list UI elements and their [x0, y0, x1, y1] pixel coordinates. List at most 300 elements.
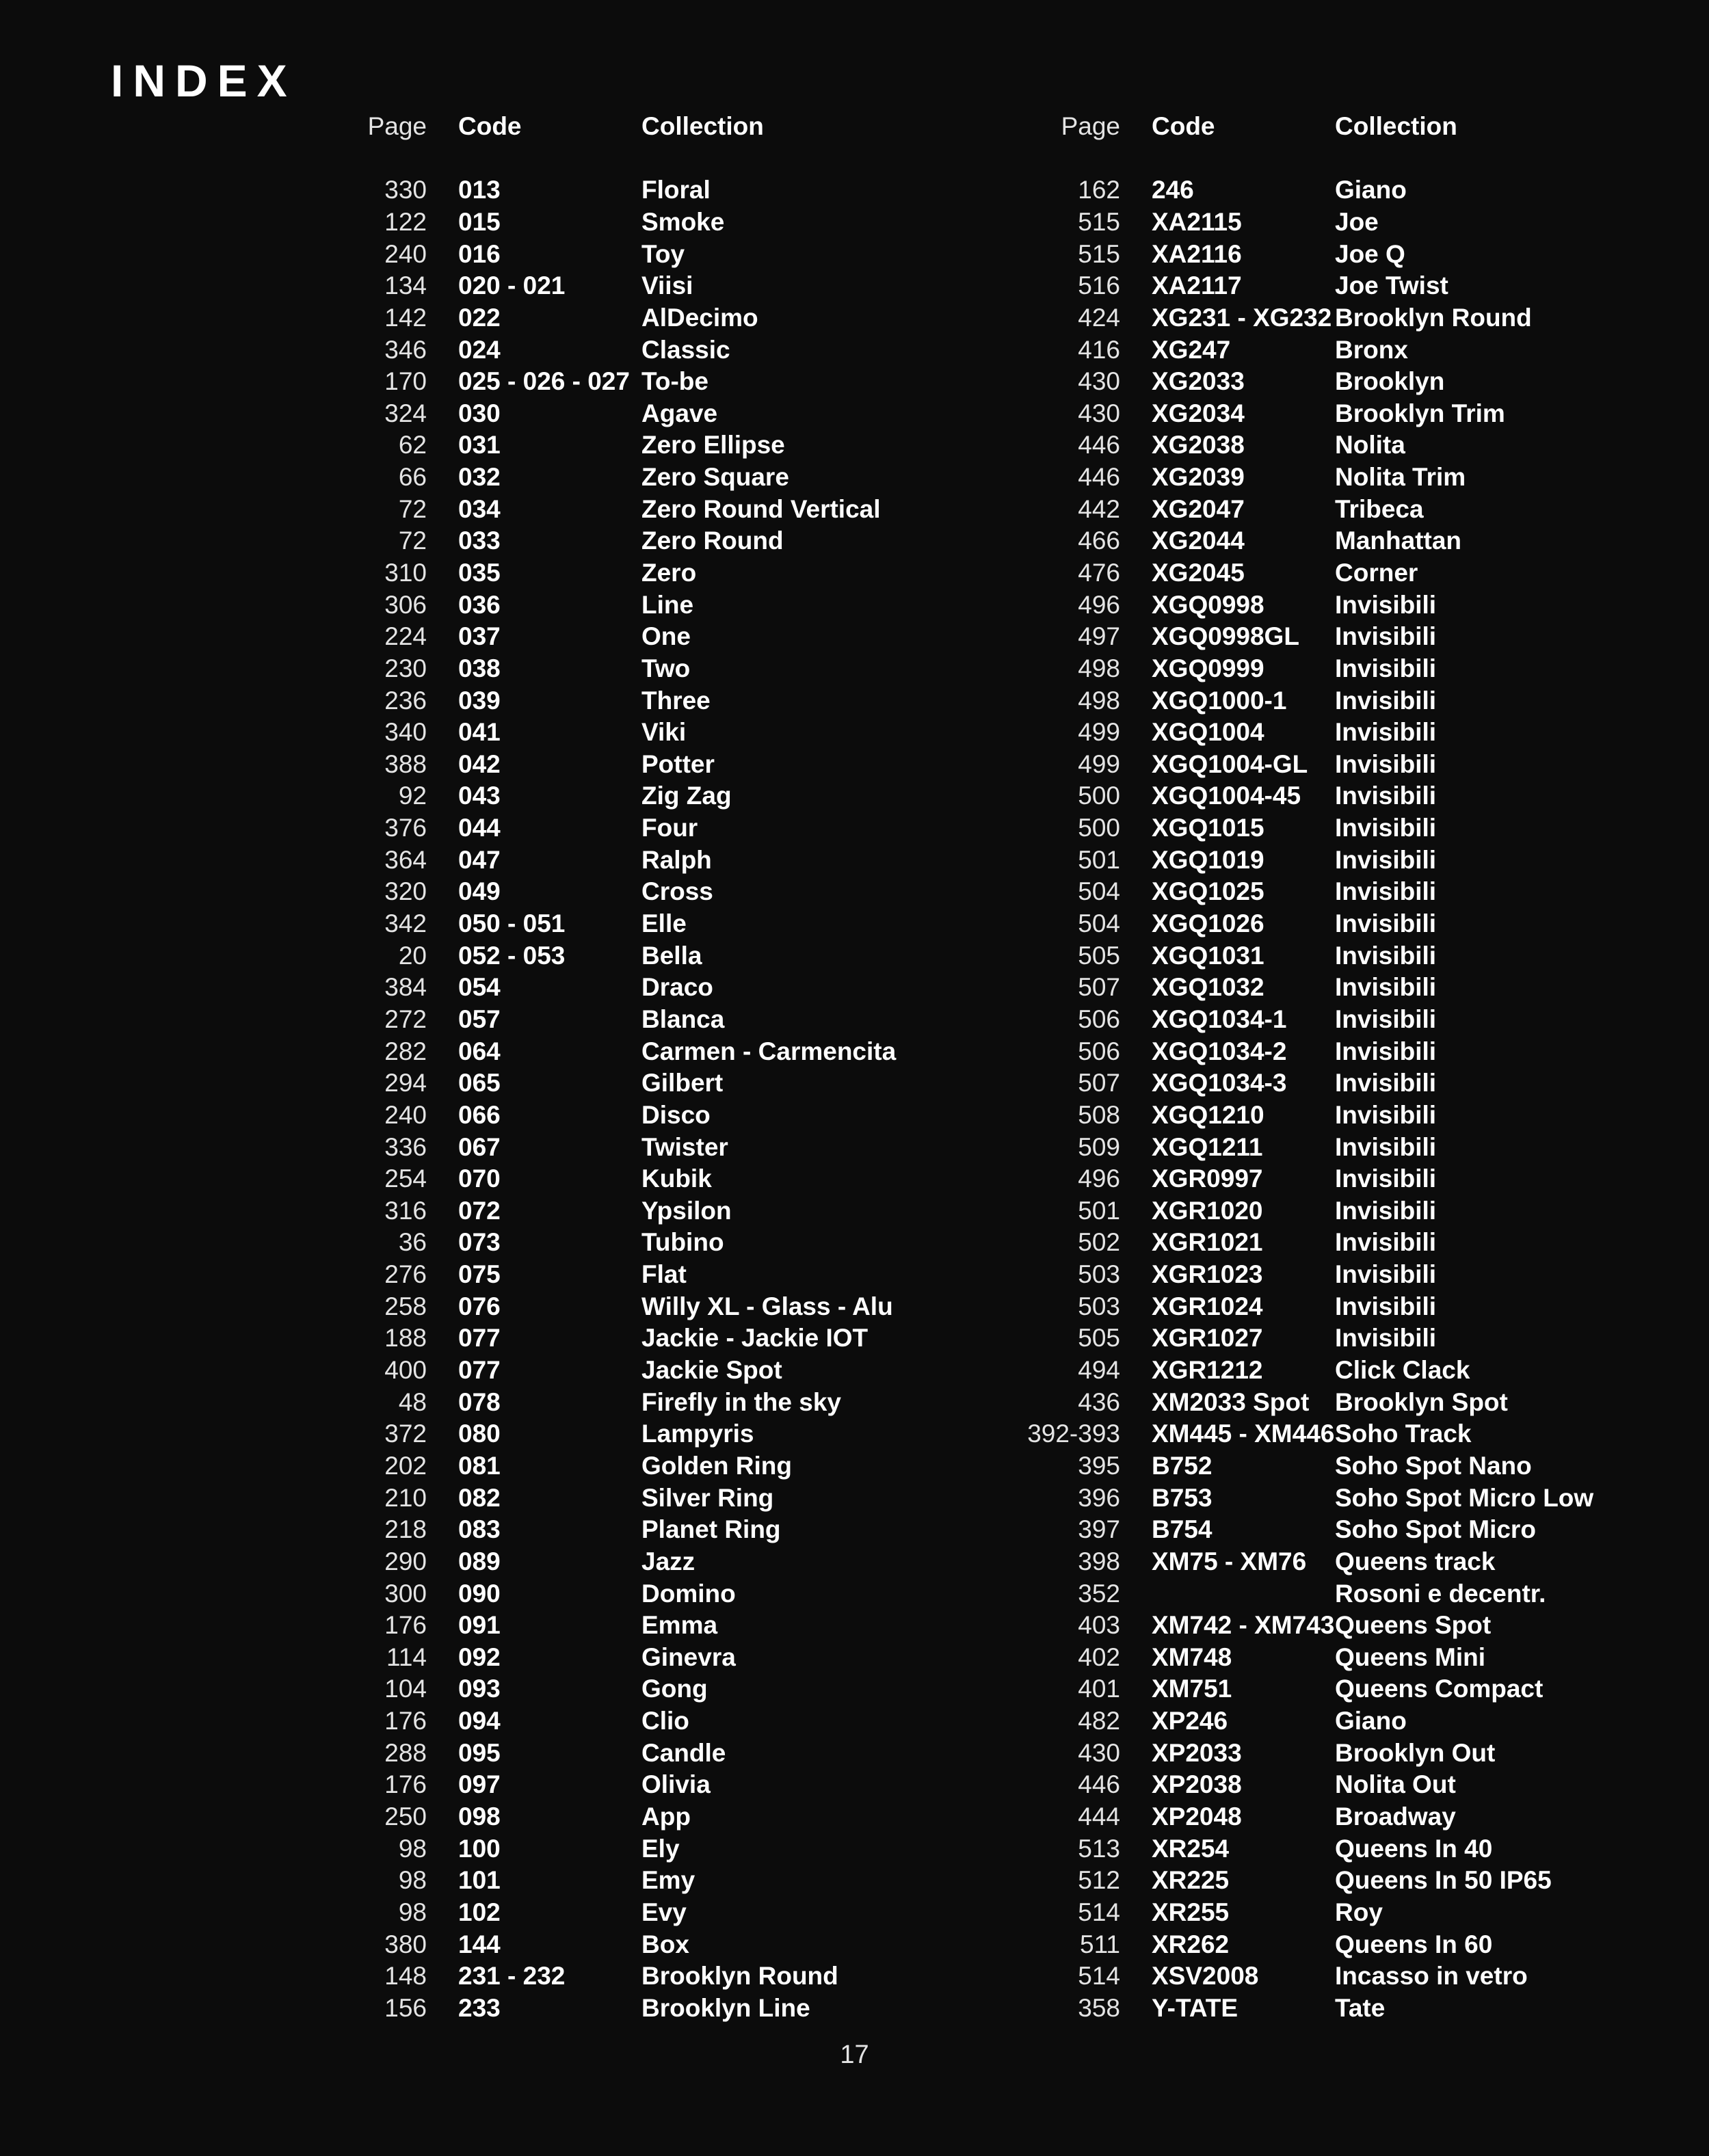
table-row — [1020, 1163, 1593, 1195]
code-cell: 015 — [458, 207, 501, 236]
code-cell: 042 — [458, 749, 501, 778]
page-number-cell: 511 — [1080, 1930, 1120, 1958]
collection-cell: Box — [641, 1930, 689, 1958]
collection-cell: Invisibili — [1335, 814, 1437, 842]
collection-cell: Tribeca — [1335, 494, 1424, 523]
table-row — [1020, 1004, 1593, 1036]
table-row — [1020, 557, 1593, 589]
code-cell: 016 — [458, 239, 501, 268]
table-row — [327, 1769, 896, 1801]
page-number-cell: 416 — [1078, 335, 1120, 364]
table-row — [327, 1641, 896, 1673]
collection-cell: Zero Round — [641, 527, 784, 555]
collection-cell: Twister — [641, 1132, 728, 1161]
table-row — [327, 462, 896, 494]
page-number-cell: 290 — [384, 1547, 427, 1575]
code-cell: 043 — [458, 782, 501, 810]
collection-cell: Invisibili — [1335, 1228, 1437, 1257]
collection-cell: Queens In 60 — [1335, 1930, 1493, 1958]
table-row — [1020, 908, 1593, 940]
collection-cell: Invisibili — [1335, 686, 1437, 715]
code-cell: B752 — [1152, 1451, 1213, 1480]
collection-cell: App — [641, 1802, 691, 1831]
collection-cell: Blanca — [641, 1004, 725, 1033]
table-row — [327, 397, 896, 429]
collection-cell: Queens Compact — [1335, 1675, 1544, 1703]
table-row — [327, 1131, 896, 1163]
page-number-cell: 508 — [1078, 1100, 1120, 1129]
code-cell: 047 — [458, 845, 501, 874]
table-row — [327, 1100, 896, 1132]
page-number-cell: 500 — [1078, 782, 1120, 810]
code-cell: XG2034 — [1152, 399, 1245, 427]
page-number-cell: 502 — [1078, 1228, 1120, 1257]
table-row — [1020, 238, 1593, 270]
page-number-cell: 446 — [1078, 1770, 1120, 1799]
index-rows-right — [1020, 174, 1593, 2024]
collection-cell: Soho Spot Micro — [1335, 1515, 1536, 1544]
table-row — [1020, 780, 1593, 812]
page-number-cell: 504 — [1078, 909, 1120, 938]
collection-cell: Invisibili — [1335, 718, 1437, 747]
code-cell: 039 — [458, 686, 501, 715]
page-number-cell: 310 — [384, 559, 427, 587]
code-cell: 078 — [458, 1387, 501, 1416]
page-number-cell: 515 — [1078, 239, 1120, 268]
table-row — [327, 366, 896, 398]
collection-cell: Floral — [641, 176, 711, 204]
code-cell: XGQ0998GL — [1152, 622, 1299, 651]
collection-cell: Line — [641, 590, 694, 619]
collection-cell: Queens In 50 IP65 — [1335, 1866, 1552, 1895]
code-cell: 083 — [458, 1515, 501, 1544]
table-row — [1020, 1769, 1593, 1801]
collection-cell: Invisibili — [1335, 1100, 1437, 1129]
collection-cell: Cross — [641, 877, 713, 906]
page-number-cell: 156 — [384, 1993, 427, 2022]
table-row — [327, 174, 896, 207]
table-row — [327, 1482, 896, 1514]
page-number-cell: 114 — [386, 1642, 427, 1671]
index-table-right — [1020, 111, 1593, 2024]
page-number-cell: 92 — [398, 782, 427, 810]
collection-cell: Emy — [641, 1866, 695, 1895]
collection-cell: Soho Spot Nano — [1335, 1451, 1532, 1480]
table-row — [327, 1833, 896, 1865]
code-cell: 034 — [458, 494, 501, 523]
page-number-cell: 403 — [1078, 1611, 1120, 1640]
page-number-cell: 396 — [1078, 1483, 1120, 1512]
collection-cell: Zero Ellipse — [641, 431, 785, 460]
table-row — [1020, 621, 1593, 653]
code-cell: 102 — [458, 1898, 501, 1926]
code-cell: XGQ1034-2 — [1152, 1037, 1287, 1065]
table-row — [327, 1737, 896, 1769]
table-row — [327, 1195, 896, 1227]
code-cell: 090 — [458, 1579, 501, 1608]
code-cell: 091 — [458, 1611, 501, 1640]
collection-cell: Flat — [641, 1260, 687, 1289]
code-cell: XGR1024 — [1152, 1292, 1263, 1320]
collection-cell: Incasso in vetro — [1335, 1962, 1528, 1991]
code-cell: 036 — [458, 590, 501, 619]
code-cell: 050 - 051 — [458, 909, 566, 938]
code-cell: XGQ1034-1 — [1152, 1004, 1287, 1033]
table-row — [1020, 270, 1593, 302]
table-row — [1020, 493, 1593, 525]
table-row — [327, 684, 896, 717]
page-number-cell: 170 — [384, 367, 427, 396]
code-cell: 080 — [458, 1420, 501, 1448]
collection-cell: Brooklyn Round — [1335, 303, 1532, 332]
table-row — [1020, 1290, 1593, 1322]
table-row — [1020, 812, 1593, 844]
page-number-cell: 98 — [398, 1898, 427, 1926]
page-number-cell: 176 — [384, 1770, 427, 1799]
collection-cell: Brooklyn Line — [641, 1993, 810, 2022]
table-row — [1020, 1514, 1593, 1546]
code-cell: 037 — [458, 622, 501, 651]
page-number-cell: 364 — [384, 845, 427, 874]
collection-cell: AlDecimo — [641, 303, 758, 332]
page-number-cell: 401 — [1078, 1675, 1120, 1703]
code-cell: 030 — [458, 399, 501, 427]
page-number-cell: 224 — [384, 622, 427, 651]
page-number-cell: 142 — [384, 303, 427, 332]
table-row — [327, 589, 896, 621]
code-cell: XG2039 — [1152, 463, 1245, 492]
collection-cell: Toy — [641, 239, 685, 268]
page-number-cell: 62 — [398, 431, 427, 460]
index-table-left — [327, 111, 896, 2024]
page-number-cell: 98 — [398, 1866, 427, 1895]
table-row — [1020, 1259, 1593, 1291]
code-cell: XR255 — [1152, 1898, 1230, 1926]
code-cell: XGQ0998 — [1152, 590, 1264, 619]
collection-cell: Nolita — [1335, 431, 1405, 460]
table-row — [1020, 1227, 1593, 1259]
code-cell: XP2048 — [1152, 1802, 1242, 1831]
table-row — [327, 940, 896, 972]
code-cell: 054 — [458, 973, 501, 1002]
page-number-cell: 395 — [1078, 1451, 1120, 1480]
page-number-cell: 509 — [1078, 1132, 1120, 1161]
code-cell: 092 — [458, 1642, 501, 1671]
page-number-cell: 503 — [1078, 1292, 1120, 1320]
table-row — [327, 429, 896, 462]
collection-cell: Soho Spot Micro Low — [1335, 1483, 1594, 1512]
index-header-row — [1020, 111, 1593, 142]
code-cell: 038 — [458, 654, 501, 682]
code-cell: 031 — [458, 431, 501, 460]
code-cell: 082 — [458, 1483, 501, 1512]
table-row — [327, 525, 896, 557]
table-row — [1020, 462, 1593, 494]
page-number-cell: 496 — [1078, 1164, 1120, 1193]
collection-cell: Invisibili — [1335, 845, 1437, 874]
table-row — [1020, 207, 1593, 239]
code-cell: 064 — [458, 1037, 501, 1065]
table-row — [327, 302, 896, 334]
page-number-cell: 442 — [1078, 494, 1120, 523]
collection-cell: Manhattan — [1335, 527, 1461, 555]
page-number-cell: 330 — [384, 176, 427, 204]
code-cell: 044 — [458, 814, 501, 842]
page-number-cell: 254 — [384, 1164, 427, 1193]
page-number-cell: 392-393 — [1027, 1420, 1120, 1448]
code-cell: 041 — [458, 718, 501, 747]
code-cell: XGQ1004-GL — [1152, 749, 1308, 778]
table-row — [1020, 1801, 1593, 1833]
collection-cell: Ralph — [641, 845, 712, 874]
collection-cell: Bella — [641, 941, 702, 970]
code-cell: XGQ1211 — [1152, 1132, 1263, 1161]
index-rows-left — [327, 174, 896, 2024]
page-number-cell: 496 — [1078, 590, 1120, 619]
table-row — [327, 653, 896, 685]
page-number-cell: 494 — [1078, 1356, 1120, 1385]
page-number-cell: 240 — [384, 1100, 427, 1129]
table-row — [327, 1163, 896, 1195]
code-cell: XM75 - XM76 — [1152, 1547, 1307, 1575]
table-row — [1020, 397, 1593, 429]
code-cell: 033 — [458, 527, 501, 555]
code-cell: XG2045 — [1152, 559, 1245, 587]
code-cell: XGQ1004-45 — [1152, 782, 1301, 810]
page-number-cell: 340 — [384, 718, 427, 747]
collection-cell: Draco — [641, 973, 713, 1002]
table-row — [1020, 1737, 1593, 1769]
table-row — [327, 749, 896, 781]
table-row — [1020, 429, 1593, 462]
code-cell: 081 — [458, 1451, 501, 1480]
table-row — [1020, 940, 1593, 972]
collection-cell: Olivia — [641, 1770, 711, 1799]
page-number-cell: 444 — [1078, 1802, 1120, 1831]
page-number-cell: 358 — [1078, 1993, 1120, 2022]
collection-cell: Queens Mini — [1335, 1642, 1485, 1671]
table-row — [327, 1227, 896, 1259]
collection-cell: Bronx — [1335, 335, 1408, 364]
collection-cell: Viki — [641, 718, 687, 747]
collection-cell: Tubino — [641, 1228, 724, 1257]
collection-cell: Invisibili — [1335, 1164, 1437, 1193]
collection-cell: Clio — [641, 1707, 689, 1735]
page-number-cell: 352 — [1078, 1579, 1120, 1608]
table-row — [1020, 1386, 1593, 1418]
page-number-cell: 276 — [384, 1260, 427, 1289]
table-row — [327, 1578, 896, 1610]
page-number-cell: 498 — [1078, 686, 1120, 715]
page-number-cell: 376 — [384, 814, 427, 842]
collection-cell: Invisibili — [1335, 941, 1437, 970]
table-row — [1020, 653, 1593, 685]
code-cell: 049 — [458, 877, 501, 906]
code-cell: 013 — [458, 176, 501, 204]
collection-cell: Click Clack — [1335, 1356, 1470, 1385]
code-cell: XG2038 — [1152, 431, 1245, 460]
code-cell: XGR1212 — [1152, 1356, 1263, 1385]
page-number-cell: 516 — [1078, 271, 1120, 300]
collection-cell: Giano — [1335, 176, 1407, 204]
code-cell: XR225 — [1152, 1866, 1230, 1895]
page-number-cell: 122 — [384, 207, 427, 236]
code-cell: 097 — [458, 1770, 501, 1799]
page-number-cell: 430 — [1078, 399, 1120, 427]
code-cell: XA2117 — [1152, 271, 1242, 300]
page-number-cell: 272 — [384, 1004, 427, 1033]
collection-cell: Joe — [1335, 207, 1379, 236]
table-row — [1020, 1641, 1593, 1673]
code-cell: XM445 - XM446 — [1152, 1420, 1335, 1448]
collection-cell: Invisibili — [1335, 654, 1437, 682]
collection-cell: Queens track — [1335, 1547, 1496, 1575]
page-number-cell: 400 — [384, 1356, 427, 1385]
code-cell: XGQ1019 — [1152, 845, 1264, 874]
table-row — [1020, 1897, 1593, 1929]
table-row — [1020, 972, 1593, 1004]
table-row — [327, 621, 896, 653]
table-row — [1020, 1482, 1593, 1514]
code-column-header: Code — [458, 112, 522, 140]
page-number-cell: 372 — [384, 1420, 427, 1448]
code-cell: XP2038 — [1152, 1770, 1242, 1799]
code-cell: XR254 — [1152, 1834, 1230, 1863]
collection-cell: Invisibili — [1335, 1069, 1437, 1097]
code-cell: XM748 — [1152, 1642, 1232, 1671]
collection-cell: Zig Zag — [641, 782, 732, 810]
table-row — [1020, 1673, 1593, 1705]
page-number-cell: 72 — [398, 527, 427, 555]
page-number-cell: 514 — [1078, 1898, 1120, 1926]
collection-cell: Smoke — [641, 207, 725, 236]
code-cell: XGQ1000-1 — [1152, 686, 1287, 715]
table-row — [1020, 1418, 1593, 1450]
page-number-cell: 188 — [384, 1324, 427, 1353]
code-cell: XGQ1031 — [1152, 941, 1264, 970]
table-row — [1020, 1035, 1593, 1067]
code-cell: 077 — [458, 1324, 501, 1353]
page-number-cell: 430 — [1078, 367, 1120, 396]
code-cell: 020 - 021 — [458, 271, 566, 300]
collection-cell: Queens Spot — [1335, 1611, 1492, 1640]
code-cell: XP2033 — [1152, 1738, 1242, 1767]
code-cell: 070 — [458, 1164, 501, 1193]
code-cell: 075 — [458, 1260, 501, 1289]
code-cell: XG2044 — [1152, 527, 1245, 555]
code-cell: XG247 — [1152, 335, 1231, 364]
page-number-cell: 512 — [1078, 1866, 1120, 1895]
code-cell: 073 — [458, 1228, 501, 1257]
collection-cell: Gilbert — [641, 1069, 724, 1097]
code-cell: 095 — [458, 1738, 501, 1767]
table-row — [327, 972, 896, 1004]
collection-cell: Broadway — [1335, 1802, 1456, 1831]
table-row — [1020, 749, 1593, 781]
collection-cell: Elle — [641, 909, 687, 938]
table-row — [327, 1705, 896, 1738]
code-cell: 100 — [458, 1834, 501, 1863]
code-cell: Y-TATE — [1152, 1993, 1238, 2022]
collection-cell: Four — [641, 814, 698, 842]
code-cell: 246 — [1152, 176, 1194, 204]
collection-cell: Nolita Trim — [1335, 463, 1466, 492]
collection-cell: Invisibili — [1335, 877, 1437, 906]
page-number-cell: 210 — [384, 1483, 427, 1512]
collection-cell: Invisibili — [1335, 1196, 1437, 1225]
table-row — [327, 1928, 896, 1960]
page-number-cell: 446 — [1078, 463, 1120, 492]
collection-cell: Invisibili — [1335, 782, 1437, 810]
collection-cell: Golden Ring — [641, 1451, 792, 1480]
code-cell: XGR0997 — [1152, 1164, 1263, 1193]
table-row — [327, 812, 896, 844]
page-number-cell: 48 — [398, 1387, 427, 1416]
collection-cell: To-be — [641, 367, 708, 396]
collection-cell: Brooklyn Round — [641, 1962, 838, 1991]
table-row — [327, 1673, 896, 1705]
collection-cell: Gong — [641, 1675, 708, 1703]
page-number-cell: 176 — [384, 1611, 427, 1640]
code-cell: 101 — [458, 1866, 501, 1895]
collection-cell: Jackie - Jackie IOT — [641, 1324, 869, 1353]
code-cell: XA2116 — [1152, 239, 1242, 268]
table-row — [327, 1418, 896, 1450]
page-number-cell: 504 — [1078, 877, 1120, 906]
page-column-header: Page — [367, 112, 427, 140]
table-row — [1020, 366, 1593, 398]
page-number-cell: 162 — [1078, 176, 1120, 204]
page-number-cell: 294 — [384, 1069, 427, 1097]
collection-cell: Agave — [641, 399, 718, 427]
page-number-cell: 501 — [1078, 1196, 1120, 1225]
code-cell: XM2033 Spot — [1152, 1387, 1310, 1416]
page-column-header: Page — [1061, 112, 1120, 140]
table-row — [327, 207, 896, 239]
code-cell: 076 — [458, 1292, 501, 1320]
code-cell: XGR1020 — [1152, 1196, 1263, 1225]
collection-cell: Roy — [1335, 1898, 1383, 1926]
page-number-cell: 515 — [1078, 207, 1120, 236]
page-number-cell: 446 — [1078, 431, 1120, 460]
collection-cell: Brooklyn Trim — [1335, 399, 1505, 427]
page-number-cell: 306 — [384, 590, 427, 619]
collection-cell: Jazz — [641, 1547, 695, 1575]
table-row — [327, 1067, 896, 1100]
table-row — [327, 1514, 896, 1546]
page-number: 17 — [840, 2040, 869, 2069]
collection-cell: Joe Q — [1335, 239, 1405, 268]
page-number-cell: 148 — [384, 1962, 427, 1991]
table-row — [1020, 1865, 1593, 1897]
code-cell: 144 — [458, 1930, 501, 1958]
page-number-cell: 288 — [384, 1738, 427, 1767]
code-cell: XGQ1026 — [1152, 909, 1264, 938]
table-row — [327, 1865, 896, 1897]
collection-cell: Nolita Out — [1335, 1770, 1456, 1799]
collection-column-header: Collection — [1335, 112, 1457, 140]
table-row — [327, 270, 896, 302]
collection-cell: Lampyris — [641, 1420, 754, 1448]
code-cell: 077 — [458, 1356, 501, 1385]
code-cell: XG231 - XG232 — [1152, 303, 1332, 332]
page-number-cell: 336 — [384, 1132, 427, 1161]
collection-cell: Giano — [1335, 1707, 1407, 1735]
page-number-cell: 505 — [1078, 1324, 1120, 1353]
page-number-cell: 482 — [1078, 1707, 1120, 1735]
collection-cell: Brooklyn — [1335, 367, 1445, 396]
table-row — [327, 844, 896, 876]
